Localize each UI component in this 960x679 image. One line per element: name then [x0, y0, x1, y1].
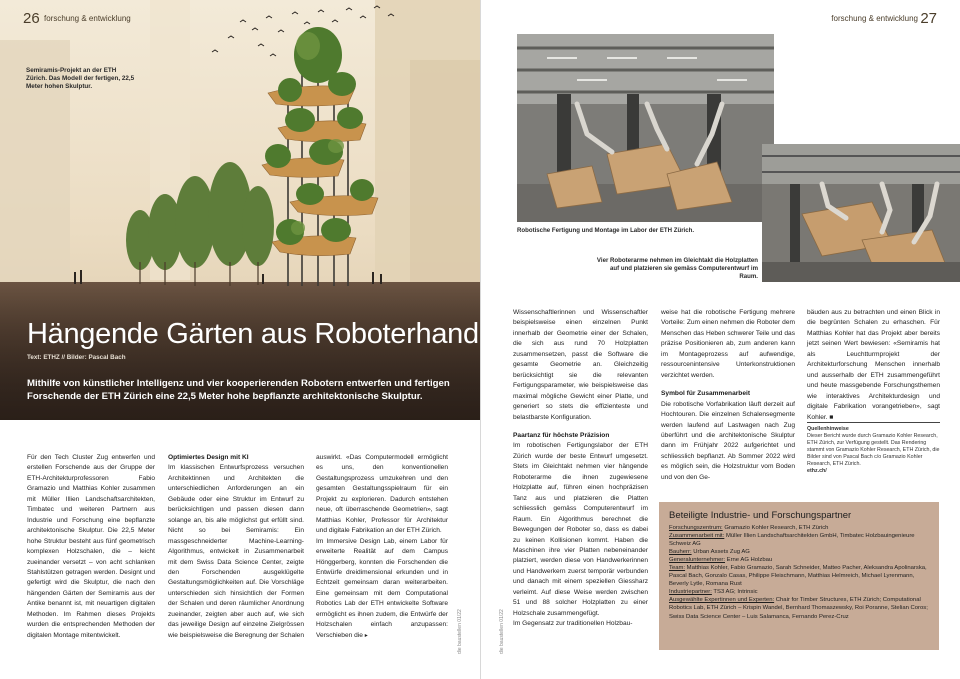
body-paragraph-text: Im Immersive Design Lab, einem Labor für erweiterte Realität auf dem Campus Hönggerberg, konnten die Forschenden die Entwürfe dreidimensional erkunden und in Echtzeit gemeinsam daran weiterarbeiten. Eine gemeinsam mit dem Computational Robotics Lab der ETH entwickelte Software ermöglicht es ihnen zudem, die Entwürfe der Holzschalen einfach anzupassen: Verschieben die [316, 537, 448, 639]
robotic-lab-photo [517, 34, 774, 222]
right-page [480, 0, 960, 679]
body-paragraph: Wissenschaftlerinnen und Wissenschaftler beispielsweise einen einzelnen Punkt innerhalb der Geometrie einer der Schalen, die sich aus rund 70 Holzplatten zusammensetzen, passt die Software die gesamte Geometrie an. Gleichzeitig berücksichtigt sie die relevanten Fertigungsparameter, wie beispielsweise das maximal mögliche Gewicht einer Platte, und generiert so stets die effizienteste und belastbarste Konfiguration. [513, 309, 648, 421]
partner-role: Generalunternehmer: [669, 557, 725, 564]
footer-vertical-right: die baustellen 01/22 [499, 609, 505, 654]
partner-role: Bauherr: [669, 549, 692, 556]
subheading-optimiertes-design: Optimiertes Design mit KI [168, 454, 249, 461]
partner-entry [669, 533, 915, 547]
partner-entry [669, 589, 758, 595]
photo-caption-2: Vier Roboterarme nehmen im Gleichtakt die Holzplatten auf und platzieren sie gemäss Computerentwurf im Raum. [596, 257, 758, 280]
partner-entry [669, 557, 772, 563]
sources-heading: Quellenhinweise [807, 426, 849, 432]
hero-rendering [0, 0, 480, 420]
body-paragraph-text: bäuden aus zu betrachten und einen Blick in die begrünten Schalen zu erhaschen. Für Matthias Kohler hat das Projekt aber bereits jetzt seinen Wert bewiesen: «Semiramis hat als Leuchtturmprojekt der Architekturforschung Menschen innerhalb und ausserhalb der ETH zusammengeführt und heute massgebende Forschungsthemen wie interaktives Architekturdesign und digitale Fabrikation vorangetrieben», sagt Kohler. [807, 309, 940, 421]
partners-list [669, 524, 929, 621]
end-mark-icon: ■ [829, 413, 834, 421]
body-column-1 [27, 453, 155, 641]
partner-entry [669, 597, 928, 619]
partner-entry [669, 525, 828, 531]
robot-arms-photo [762, 144, 960, 282]
body-paragraph: Im robotischen Fertigungslabor der ETH Zürich wurde der beste Entwurf umgesetzt. Stets im Gleichtakt nehmen vier hängende Roboterarme die ihnen zugewiesene Holzplatte auf, führen einen hochpräzisen Tanz aus und platzieren die Platten schliesslich gemäss Computerentwurf im Raum. Ein Algorithmus berechnet die Bewegungen der Roboter so, dass es dabei zu keinen Kollisionen kommt. Haben die Maschinen ihre vier Platten nebeneinander platziert, werden diese von Handwerkerinnen und Handwerkern zuerst temporär verbunden und danach mit einem speziellen Giessharz verleimt. Auf diese Weise werden zwischen 51 und 88 solcher Holzplatten zu einer Holzschale zusammengefügt. [513, 442, 648, 617]
photo-caption-1: Robotische Fertigung und Montage im Labor der ETH Zürich. [517, 227, 695, 234]
body-column-2 [168, 453, 304, 641]
partner-value: Urban Assets Zug AG [691, 549, 750, 556]
partners-title: Beteiligte Industrie- und Forschungspartner [669, 510, 852, 521]
body-paragraph [807, 308, 940, 423]
section-label-left: forschung & entwicklung [44, 14, 131, 23]
subheading-symbol-zusammenarbeit: Symbol für Zusammenarbeit [661, 390, 751, 398]
sources-box [807, 422, 940, 475]
article-title: Hängende Gärten aus Roboterhand [27, 318, 479, 350]
body-paragraph: weise hat die robotische Fertigung mehrere Vorteile: Zum einen nehmen die Roboter dem Menschen das Heben schwerer Teile und das präzise Positionieren ab, zum anderen kann im Montageprozess auf aufwendige, ressourcenintensive Unterkonstruktionen verzichtet werden. [661, 309, 795, 379]
partner-value: Gramazio Kohler Research, ETH Zürich [722, 525, 829, 531]
article-lead: Mithilfe von künstlicher Intelligenz und vier kooperierenden Robotern entwerfen und fertigen Forschende der ETH Zürich eine 22,5 Meter hohe bepflanzte architektonische Skulptur. [27, 378, 450, 402]
page-number-right: 27 [920, 10, 937, 27]
lab-photo-wide [517, 34, 774, 222]
partners-box [659, 502, 939, 650]
partner-value: Matthias Kohler, Fabio Gramazio, Sarah Schneider, Matteo Pacher, Aleksandra Apolinarska, Pascal Bach, Gonzalo Casas, Philippe Fleischmann, Matthias Helmreich, Michael Lyrenmann, Beverly Lytle, Romana Rust [669, 565, 927, 588]
partner-entry [669, 565, 927, 587]
footer-vertical-left: die baustellen 01/22 [457, 609, 463, 654]
body-paragraph: Im Gegensatz zur traditionellen Holzbau- [513, 620, 633, 628]
body-column-3 [316, 453, 448, 641]
continue-arrow-icon: ▸ [364, 632, 368, 639]
body-column-6 [807, 308, 940, 423]
partner-role: Ausgewählte Expertinnen und Experten: [669, 597, 775, 604]
body-paragraph: auswirkt. «Das Computermodell ermöglicht es uns, den konventionellen Gestaltungsprozess umzukehren und den gesamten Gestaltungsspielraum für ein Projekt zu explorieren. Dadurch entstehen neue, oft überraschende Geometrien», sagt Matthias Kohler, Professor für Architektur und digitale Fabrikation an der ETH Zürich. [316, 454, 448, 535]
body-column-4 [513, 308, 648, 630]
sources-link[interactable]: ethz.ch/ [807, 468, 827, 474]
partner-role: Zusammenarbeit mit: [669, 533, 725, 540]
body-paragraph: Im klassischen Entwurfsprozess versuchen Architektinnen und Architekten die unterschiedlichen Anforderungen an ein Gebäude oder eine Struktur im Entwurf zu berücksichtigen und passen diesen dann solange an, bis alle möglichst gut erfüllt sind. Nicht so bei Semiramis: Ein massgeschneiderter Machine-Learning-Algorithmus, entwickelt in Zusammenarbeit mit dem Swiss Data Science Center, zeigte den Forschenden ausgeklügelte Gestaltungsmöglichkeiten auf. Die Vorschläge unterschieden sich hinsichtlich der Formen der Schalen und deren räumlicher Anordnung zueinander, zeigten aber auch auf, wie sich das jeweilige Design auf einzelne Zielgrössen wie beispielsweise die Beregnung der Schalen [168, 464, 304, 639]
body-paragraph [316, 537, 448, 642]
page-number-left: 26 [23, 10, 40, 27]
partner-entry [669, 549, 750, 555]
hero-caption: Semiramis-Projekt an der ETH Zürich. Das Modell der fertigen, 22,5 Meter hohen Skulptur. [26, 67, 135, 90]
article-credit: Text: ETHZ // Bilder: Pascal Bach [27, 354, 126, 361]
partner-value: TS3 AG; Intrinsic [711, 589, 758, 596]
lab-photo-robots [762, 144, 960, 282]
partner-role: Forschungszentrum: [669, 525, 723, 531]
partner-role: Industriepartner: [669, 589, 712, 596]
section-label-right: forschung & entwicklung [831, 14, 918, 23]
partner-value: Chair for Timber Structures, ETH Zürich; Computational Robotics Lab, ETH Zürich – Krispin Wandel, Bernhard Thomaszewsky, Roi Poranne, Stelian Coros; Swiss Data Science Center – Luis Salamanca, Fernando Perez-Cruz [669, 597, 928, 620]
body-paragraph: Die robotische Vorfabrikation läuft derzeit auf Hochtouren. Die einzelnen Schalensegmente werden laufend auf Lastwagen nach Zug überführt und die architektonische Skulptur dann im Frühjahr 2022 aufgerichtet und schliesslich bepflanzt. Ab Sommer 2022 wird es möglich sein, die Holzstruktur vom Boden und von den Ge- [661, 400, 795, 481]
partner-value: Erne AG Holzbau [725, 557, 773, 564]
subheading-paartanz: Paartanz für höchste Präzision [513, 431, 610, 439]
partner-value: Müller Illien Landschaftsarchitekten GmbH, Timbatec Holzbauingenieure Schweiz AG [669, 533, 915, 548]
partner-role: Team: [669, 565, 686, 572]
body-column-5 [661, 308, 795, 483]
body-paragraph: Für den Tech Cluster Zug entwerfen und erstellen Forschende aus der Gruppe der ETH-Architekturprofessoren Fabio Gramazio und Matthias Kohler zusammen mit Müller Illien Landschaftsarchitekten, Timbatec und weiteren Partnern aus Industrie und Forschung eine bepflanzte architektonische Skulptur. Die 22,5 Meter hohe Struktur besteht aus fünf geometrisch komplexen Holzschalen, die – leicht zueinander versetzt – von acht schlanken Stahlstützen getragen werden. Designt und gefertigt wird die Skulptur, die nach den hängenden Gärten der Semiramis aus der Antike benannt ist, mit neuartigen digitalen Methoden. Im Rahmen dieses Projekts wurden die entsprechenden Methoden der digitalen Montage mitentwickelt. [27, 454, 155, 639]
sources-text: Dieser Bericht wurde durch Gramazio Kohler Research, ETH Zürich, zur Verfügung gestellt. Das Rendering stammt von Gramazio Kohler Research, ETH Zürich, die Bilder sind von Pascal Bach c/o Gramazio Kohler Research, ETH Zürich. [807, 433, 940, 467]
